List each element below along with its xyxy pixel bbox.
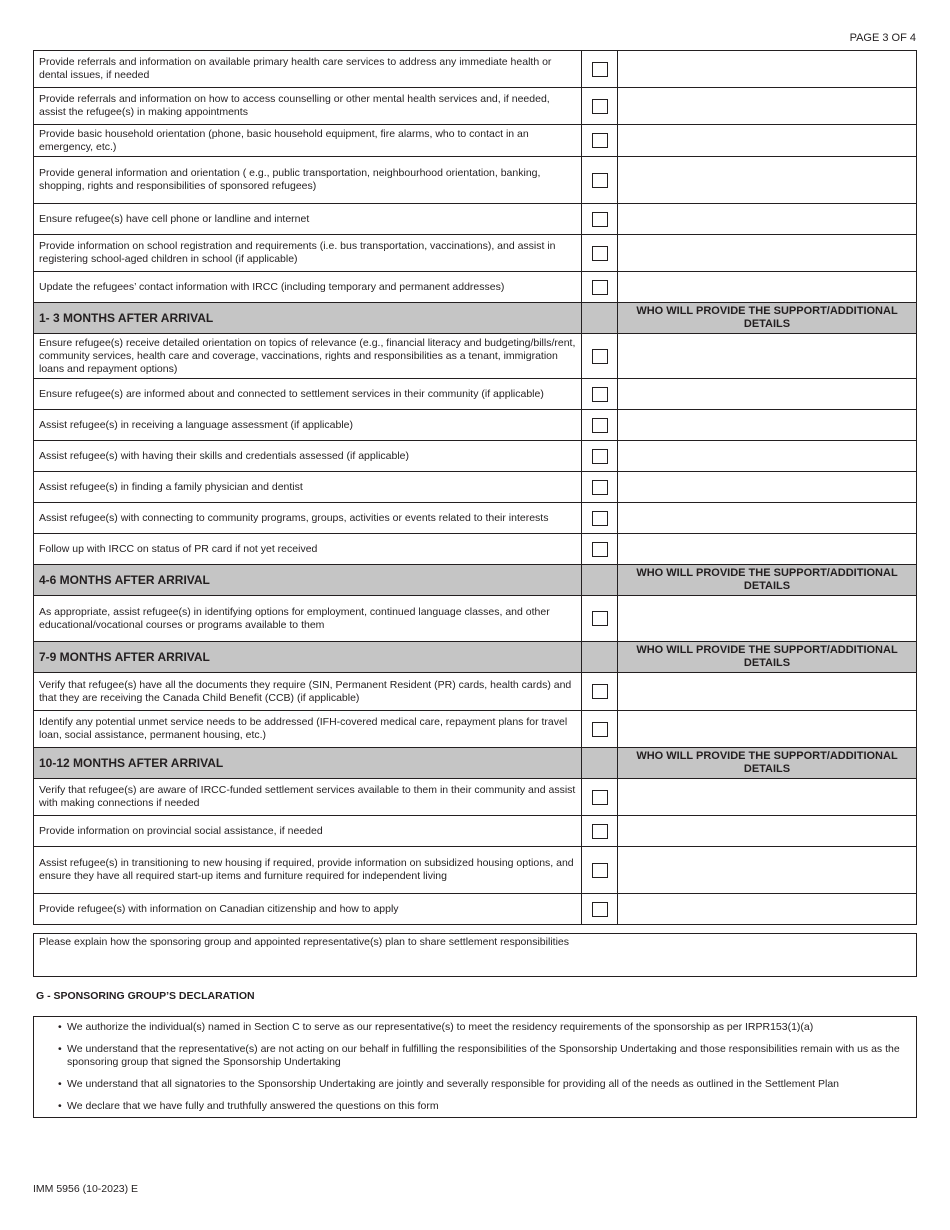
task-checkbox[interactable] xyxy=(592,790,608,805)
details-field[interactable] xyxy=(618,379,917,410)
task-description: Follow up with IRCC on status of PR card if not yet received xyxy=(34,534,582,565)
bullet-icon: • xyxy=(58,1078,62,1090)
task-row xyxy=(34,673,917,711)
task-description: Assist refugee(s) with having their skills and credentials assessed (if applicable) xyxy=(34,441,582,472)
bullet-icon: • xyxy=(58,1100,62,1112)
section-title: 4-6 MONTHS AFTER ARRIVAL xyxy=(34,565,582,596)
task-row xyxy=(34,441,917,472)
details-field[interactable] xyxy=(618,51,917,88)
task-description: Provide general information and orientation ( e.g., public transportation, neighbourhood orientation, banking, shopping, rights and responsibilities of sponsored refugees) xyxy=(34,157,582,204)
declaration-item xyxy=(58,1043,910,1069)
details-field[interactable] xyxy=(618,410,917,441)
details-field[interactable] xyxy=(618,472,917,503)
task-description: Assist refugee(s) in receiving a language assessment (if applicable) xyxy=(34,410,582,441)
task-description: Verify that refugee(s) are aware of IRCC-funded settlement services available to them in their community and assist with making connections if needed xyxy=(34,779,582,816)
details-field[interactable] xyxy=(618,894,917,925)
details-field[interactable] xyxy=(618,88,917,125)
details-field[interactable] xyxy=(618,847,917,894)
task-description: Ensure refugee(s) have cell phone or landline and internet xyxy=(34,204,582,235)
section-title: 7-9 MONTHS AFTER ARRIVAL xyxy=(34,642,582,673)
task-description: Ensure refugee(s) are informed about and connected to settlement services in their community (if applicable) xyxy=(34,379,582,410)
task-description: Verify that refugee(s) have all the documents they require (SIN, Permanent Resident (PR) cards, health cards) and that they are receiving the Canada Child Benefit (CCB) (if applicable) xyxy=(34,673,582,711)
details-field[interactable] xyxy=(618,534,917,565)
task-checkbox[interactable] xyxy=(592,280,608,295)
task-checkbox[interactable] xyxy=(592,722,608,737)
task-checkbox[interactable] xyxy=(592,349,608,364)
task-description: Provide referrals and information on how to access counselling or other mental health services and, if needed, assist the refugee(s) in making appointments xyxy=(34,88,582,125)
declaration-item xyxy=(58,1100,910,1113)
task-checkbox[interactable] xyxy=(592,902,608,917)
task-checkbox[interactable] xyxy=(592,542,608,557)
task-row xyxy=(34,847,917,894)
details-field[interactable] xyxy=(618,711,917,748)
task-checkbox[interactable] xyxy=(592,387,608,402)
task-description: Provide information on school registration and requirements (i.e. bus transportation, vaccinations), and assist in registering school-aged children in school (if applicable) xyxy=(34,235,582,272)
section-header xyxy=(34,748,917,779)
task-checkbox[interactable] xyxy=(592,684,608,699)
task-checkbox[interactable] xyxy=(592,62,608,77)
who-header: WHO WILL PROVIDE THE SUPPORT/ADDITIONAL DETAILS xyxy=(618,748,917,779)
task-row xyxy=(34,410,917,441)
explain-responsibilities-field[interactable] xyxy=(33,933,917,977)
section-header xyxy=(34,565,917,596)
details-field[interactable] xyxy=(618,441,917,472)
details-field[interactable] xyxy=(618,596,917,642)
task-row xyxy=(34,711,917,748)
section-title: 1- 3 MONTHS AFTER ARRIVAL xyxy=(34,303,582,334)
task-checkbox[interactable] xyxy=(592,511,608,526)
declaration-item xyxy=(58,1078,910,1091)
who-header: WHO WILL PROVIDE THE SUPPORT/ADDITIONAL DETAILS xyxy=(618,565,917,596)
section-header xyxy=(34,642,917,673)
task-description: Provide information on provincial social assistance, if needed xyxy=(34,816,582,847)
task-row xyxy=(34,472,917,503)
declaration-text: We authorize the individual(s) named in Section C to serve as our representative(s) to meet the residency requirements of the sponsorship as per IRPR153(1)(a) xyxy=(67,1021,814,1033)
task-description: Assist refugee(s) in finding a family physician and dentist xyxy=(34,472,582,503)
task-description: Provide refugee(s) with information on Canadian citizenship and how to apply xyxy=(34,894,582,925)
task-checkbox[interactable] xyxy=(592,212,608,227)
task-row xyxy=(34,272,917,303)
declaration-text: We declare that we have fully and truthfully answered the questions on this form xyxy=(67,1100,439,1112)
task-checkbox[interactable] xyxy=(592,480,608,495)
declaration-text: We understand that the representative(s) are not acting on our behalf in fulfilling the responsibilities of the Sponsorship Undertaking and those responsibilities remain with us as the sponsoring group that signed the Sponsorship Undertaking xyxy=(67,1043,900,1068)
task-row xyxy=(34,534,917,565)
details-field[interactable] xyxy=(618,673,917,711)
task-description: Ensure refugee(s) receive detailed orientation on topics of relevance (e.g., financial literacy and budgeting/bills/rent, community services, health care and coverage, vaccinations, rights and responsibilities as a tenant, immigration loans and repayment options) xyxy=(34,334,582,379)
task-checkbox[interactable] xyxy=(592,449,608,464)
section-title: 10-12 MONTHS AFTER ARRIVAL xyxy=(34,748,582,779)
details-field[interactable] xyxy=(618,816,917,847)
declaration-title: G - SPONSORING GROUP’S DECLARATION xyxy=(36,990,255,1002)
task-row xyxy=(34,125,917,157)
form-identifier: IMM 5956 (10-2023) E xyxy=(33,1183,139,1195)
details-field[interactable] xyxy=(618,157,917,204)
details-field[interactable] xyxy=(618,503,917,534)
declaration-box xyxy=(33,1016,917,1118)
section-header xyxy=(34,303,917,334)
task-description: Identify any potential unmet service needs to be addressed (IFH-covered medical care, repayment plans for travel loan, social assistance, permanent housing, etc.) xyxy=(34,711,582,748)
details-field[interactable] xyxy=(618,125,917,157)
task-row xyxy=(34,88,917,125)
task-description: Assist refugee(s) in transitioning to new housing if required, provide information on subsidized housing options, and ensure they have all required start-up items and furniture required for independent living xyxy=(34,847,582,894)
page-number: PAGE 3 OF 4 xyxy=(849,32,916,44)
who-header: WHO WILL PROVIDE THE SUPPORT/ADDITIONAL DETAILS xyxy=(618,642,917,673)
task-description: Assist refugee(s) with connecting to community programs, groups, activities or events related to their interests xyxy=(34,503,582,534)
task-row xyxy=(34,379,917,410)
task-row xyxy=(34,204,917,235)
task-row xyxy=(34,334,917,379)
details-field[interactable] xyxy=(618,779,917,816)
declaration-item xyxy=(58,1021,910,1034)
task-row xyxy=(34,235,917,272)
task-row xyxy=(34,503,917,534)
task-description: As appropriate, assist refugee(s) in identifying options for employment, continued language classes, and other educational/vocational courses or programs available to them xyxy=(34,596,582,642)
explain-label: Please explain how the sponsoring group and appointed representative(s) plan to share settlement responsibilities xyxy=(39,936,569,948)
task-checkbox[interactable] xyxy=(592,418,608,433)
bullet-icon: • xyxy=(58,1043,62,1055)
bullet-icon: • xyxy=(58,1021,62,1033)
task-checkbox[interactable] xyxy=(592,246,608,261)
details-field[interactable] xyxy=(618,204,917,235)
task-row xyxy=(34,51,917,88)
details-field[interactable] xyxy=(618,235,917,272)
details-field[interactable] xyxy=(618,334,917,379)
task-row xyxy=(34,157,917,204)
task-checkbox[interactable] xyxy=(592,611,608,626)
details-field[interactable] xyxy=(618,272,917,303)
task-row xyxy=(34,779,917,816)
settlement-plan-table xyxy=(33,50,917,925)
declaration-text: We understand that all signatories to the Sponsorship Undertaking are jointly and severally responsible for providing all of the needs as outlined in the Settlement Plan xyxy=(67,1078,840,1090)
task-row xyxy=(34,816,917,847)
task-description: Provide basic household orientation (phone, basic household equipment, fire alarms, who to contact in an emergency, etc.) xyxy=(34,125,582,157)
task-checkbox[interactable] xyxy=(592,173,608,188)
task-row xyxy=(34,596,917,642)
task-row xyxy=(34,894,917,925)
task-checkbox[interactable] xyxy=(592,863,608,878)
task-description: Provide referrals and information on available primary health care services to address any immediate health or dental issues, if needed xyxy=(34,51,582,88)
who-header: WHO WILL PROVIDE THE SUPPORT/ADDITIONAL DETAILS xyxy=(618,303,917,334)
task-checkbox[interactable] xyxy=(592,99,608,114)
task-checkbox[interactable] xyxy=(592,133,608,148)
task-description: Update the refugees’ contact information with IRCC (including temporary and permanent addresses) xyxy=(34,272,582,303)
task-checkbox[interactable] xyxy=(592,824,608,839)
